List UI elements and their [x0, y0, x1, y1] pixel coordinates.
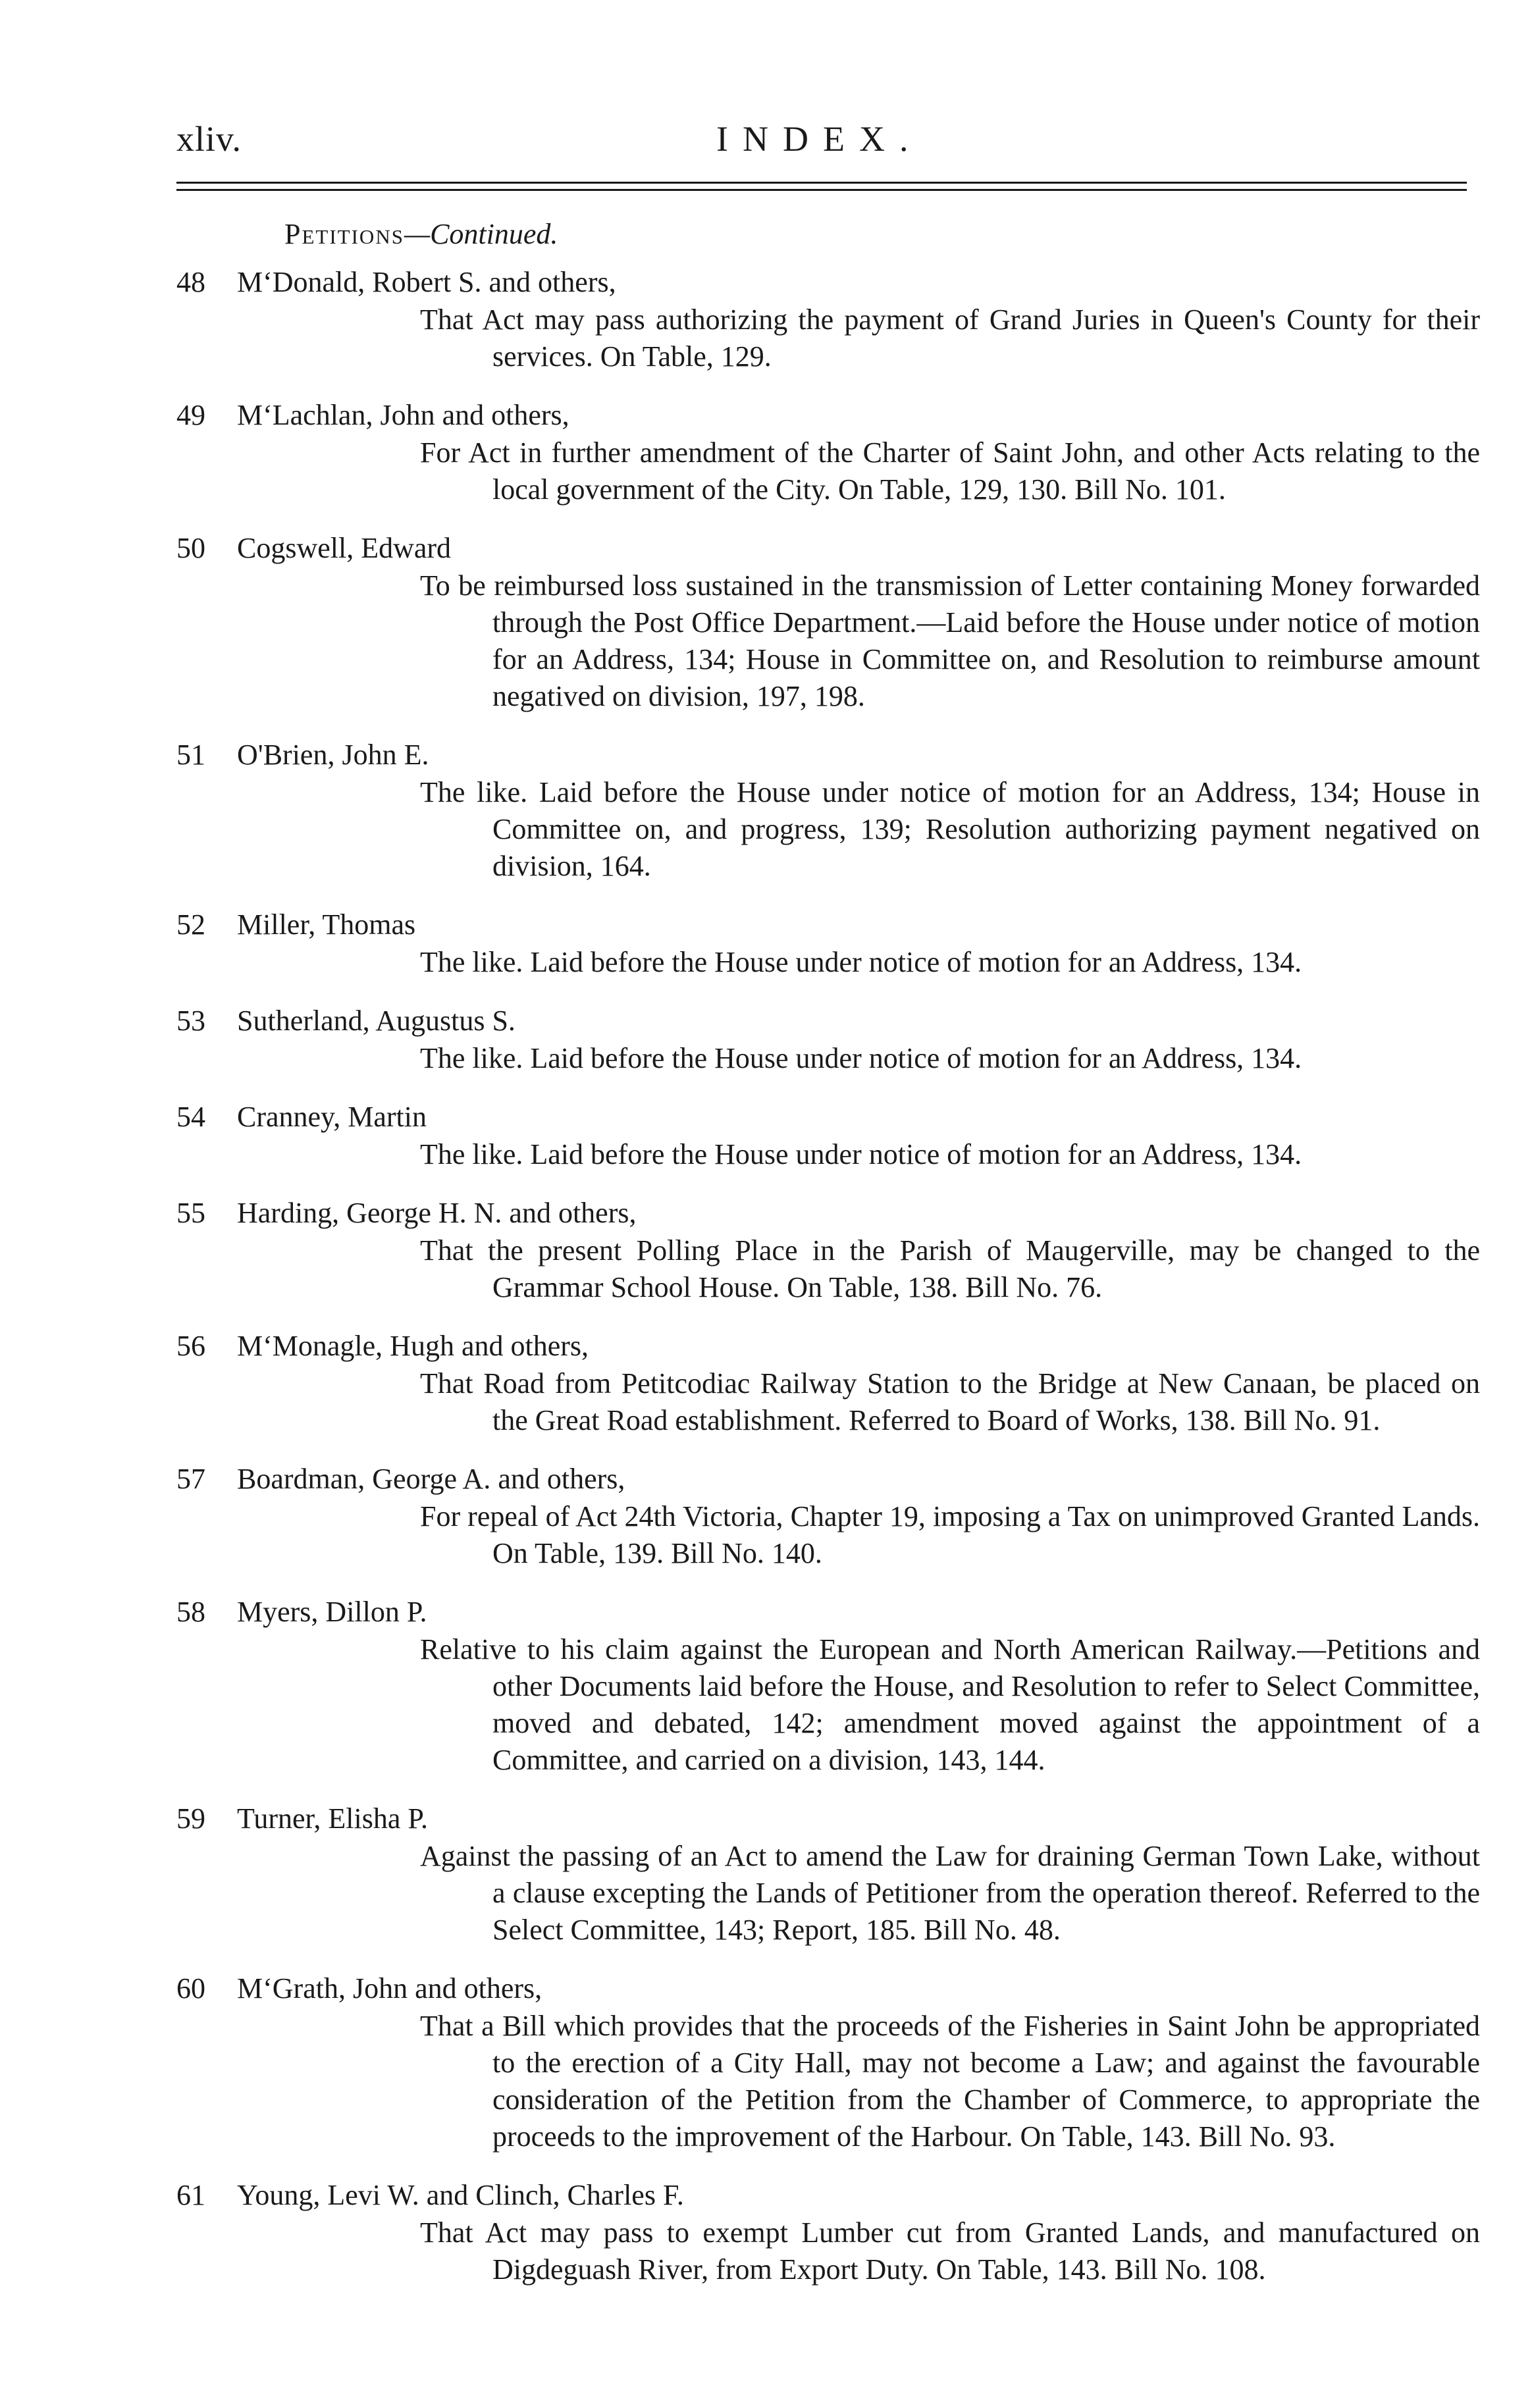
- section-label: Petitions: [284, 218, 404, 250]
- entry-text: The like. Laid before the House under notice of motion for an Address, 134; House in Committee on, and progress, 139; Resolution authorizing payment negatived on division, 164.: [420, 776, 1480, 882]
- running-title: INDEX.: [716, 119, 923, 159]
- page-number: xliv.: [176, 119, 242, 159]
- entry-name: Turner, Elisha P.: [237, 1802, 428, 1835]
- entry-name: Harding, George H. N. and others,: [237, 1197, 637, 1229]
- entry-number: 51: [176, 739, 205, 771]
- entry-number: 54: [176, 1101, 205, 1133]
- index-entry: [176, 1194, 1487, 1306]
- entry-number: 48: [176, 266, 205, 298]
- index-entry: [176, 1970, 1487, 2155]
- entry-name: Boardman, George A. and others,: [237, 1463, 625, 1495]
- index-entry: [176, 1800, 1487, 1949]
- entry-text: Against the passing of an Act to amend the Law for draining German Town Lake, without a clause excepting the Lands of Petitioner from the operation thereof. Referred to the Select Committee, 143; Report, 185. Bill No. 48.: [420, 1840, 1480, 1946]
- entry-number: 50: [176, 532, 205, 564]
- entry-text: That a Bill which provides that the proceeds of the Fisheries in Saint John be appropriated to the erection of a City Hall, may not become a Law; and against the favourable consideration of the Petition from the Chamber of Commerce, to appropriate the proceeds to the improvement of the Harbour. On Table, 143. Bill No. 93.: [420, 2010, 1480, 2153]
- index-entry: [176, 1327, 1487, 1439]
- entry-text: For repeal of Act 24th Victoria, Chapter 19, imposing a Tax on unimproved Granted Lands. On Table, 139. Bill No. 140.: [420, 1500, 1480, 1569]
- page-header: [176, 112, 1467, 171]
- entry-name: Miller, Thomas: [237, 908, 416, 941]
- entry-number: 56: [176, 1330, 205, 1362]
- entry-number: 59: [176, 1802, 205, 1835]
- header-double-rule: [176, 182, 1467, 191]
- entry-name: M‘Donald, Robert S. and others,: [237, 266, 616, 298]
- section-continued: —Continued.: [404, 218, 558, 250]
- entry-number: 57: [176, 1463, 205, 1495]
- entry-name: Myers, Dillon P.: [237, 1596, 427, 1628]
- entry-text: That Road from Petitcodiac Railway Station to the Bridge at New Canaan, be placed on the Great Road establishment. Referred to Board of Works, 138. Bill No. 91.: [420, 1367, 1480, 1436]
- entry-text: That Act may pass authorizing the payment of Grand Juries in Queen's County for their services. On Table, 129.: [420, 303, 1480, 373]
- index-entry: [176, 396, 1487, 508]
- index-entry: [176, 906, 1487, 981]
- entry-name: M‘Lachlan, John and others,: [237, 399, 569, 431]
- entry-number: 52: [176, 908, 205, 941]
- entry-name: M‘Grath, John and others,: [237, 1972, 542, 2004]
- entry-name: Cogswell, Edward: [237, 532, 452, 564]
- entry-name: Sutherland, Augustus S.: [237, 1005, 515, 1037]
- entry-name: O'Brien, John E.: [237, 739, 429, 771]
- index-entry: [176, 736, 1487, 885]
- index-entry: [176, 1002, 1487, 1077]
- section-heading: [284, 217, 558, 251]
- entry-name: Cranney, Martin: [237, 1101, 427, 1133]
- entry-number: 49: [176, 399, 205, 431]
- entry-number: 58: [176, 1596, 205, 1628]
- index-entry: [176, 263, 1487, 375]
- entry-number: 61: [176, 2179, 205, 2211]
- entry-name: M‘Monagle, Hugh and others,: [237, 1330, 589, 1362]
- petition-entries: [176, 263, 1487, 2309]
- entry-text: Relative to his claim against the European and North American Railway.—Petitions and other Documents laid before the House, and Resolution to refer to Select Committee, moved and debated, 142; amendment moved against the appointment of a Committee, and carried on a division, 143, 144.: [420, 1633, 1480, 1776]
- entry-number: 53: [176, 1005, 205, 1037]
- index-entry: [176, 2176, 1487, 2288]
- entry-text: The like. Laid before the House under notice of motion for an Address, 134.: [420, 946, 1302, 978]
- entry-text: That Act may pass to exempt Lumber cut from Granted Lands, and manufactured on Digdeguash River, from Export Duty. On Table, 143. Bill No. 108.: [420, 2216, 1480, 2286]
- entry-text: To be reimbursed loss sustained in the transmission of Letter containing Money forwarded through the Post Office Department.—Laid before the House under notice of motion for an Address, 134; House in Committee on, and Resolution to reimburse amount negatived on division, 197, 198.: [420, 569, 1480, 712]
- entry-number: 55: [176, 1197, 205, 1229]
- entry-name: Young, Levi W. and Clinch, Charles F.: [237, 2179, 684, 2211]
- index-entry: [176, 1460, 1487, 1572]
- entry-text: For Act in further amendment of the Charter of Saint John, and other Acts relating to the local government of the City. On Table, 129, 130. Bill No. 101.: [420, 436, 1480, 506]
- entry-text: That the present Polling Place in the Parish of Maugerville, may be changed to the Grammar School House. On Table, 138. Bill No. 76.: [420, 1234, 1480, 1303]
- index-entry: [176, 1593, 1487, 1779]
- index-entry: [176, 1098, 1487, 1173]
- entry-number: 60: [176, 1972, 205, 2004]
- entry-text: The like. Laid before the House under notice of motion for an Address, 134.: [420, 1042, 1302, 1074]
- index-entry: [176, 529, 1487, 715]
- entry-text: The like. Laid before the House under notice of motion for an Address, 134.: [420, 1138, 1302, 1170]
